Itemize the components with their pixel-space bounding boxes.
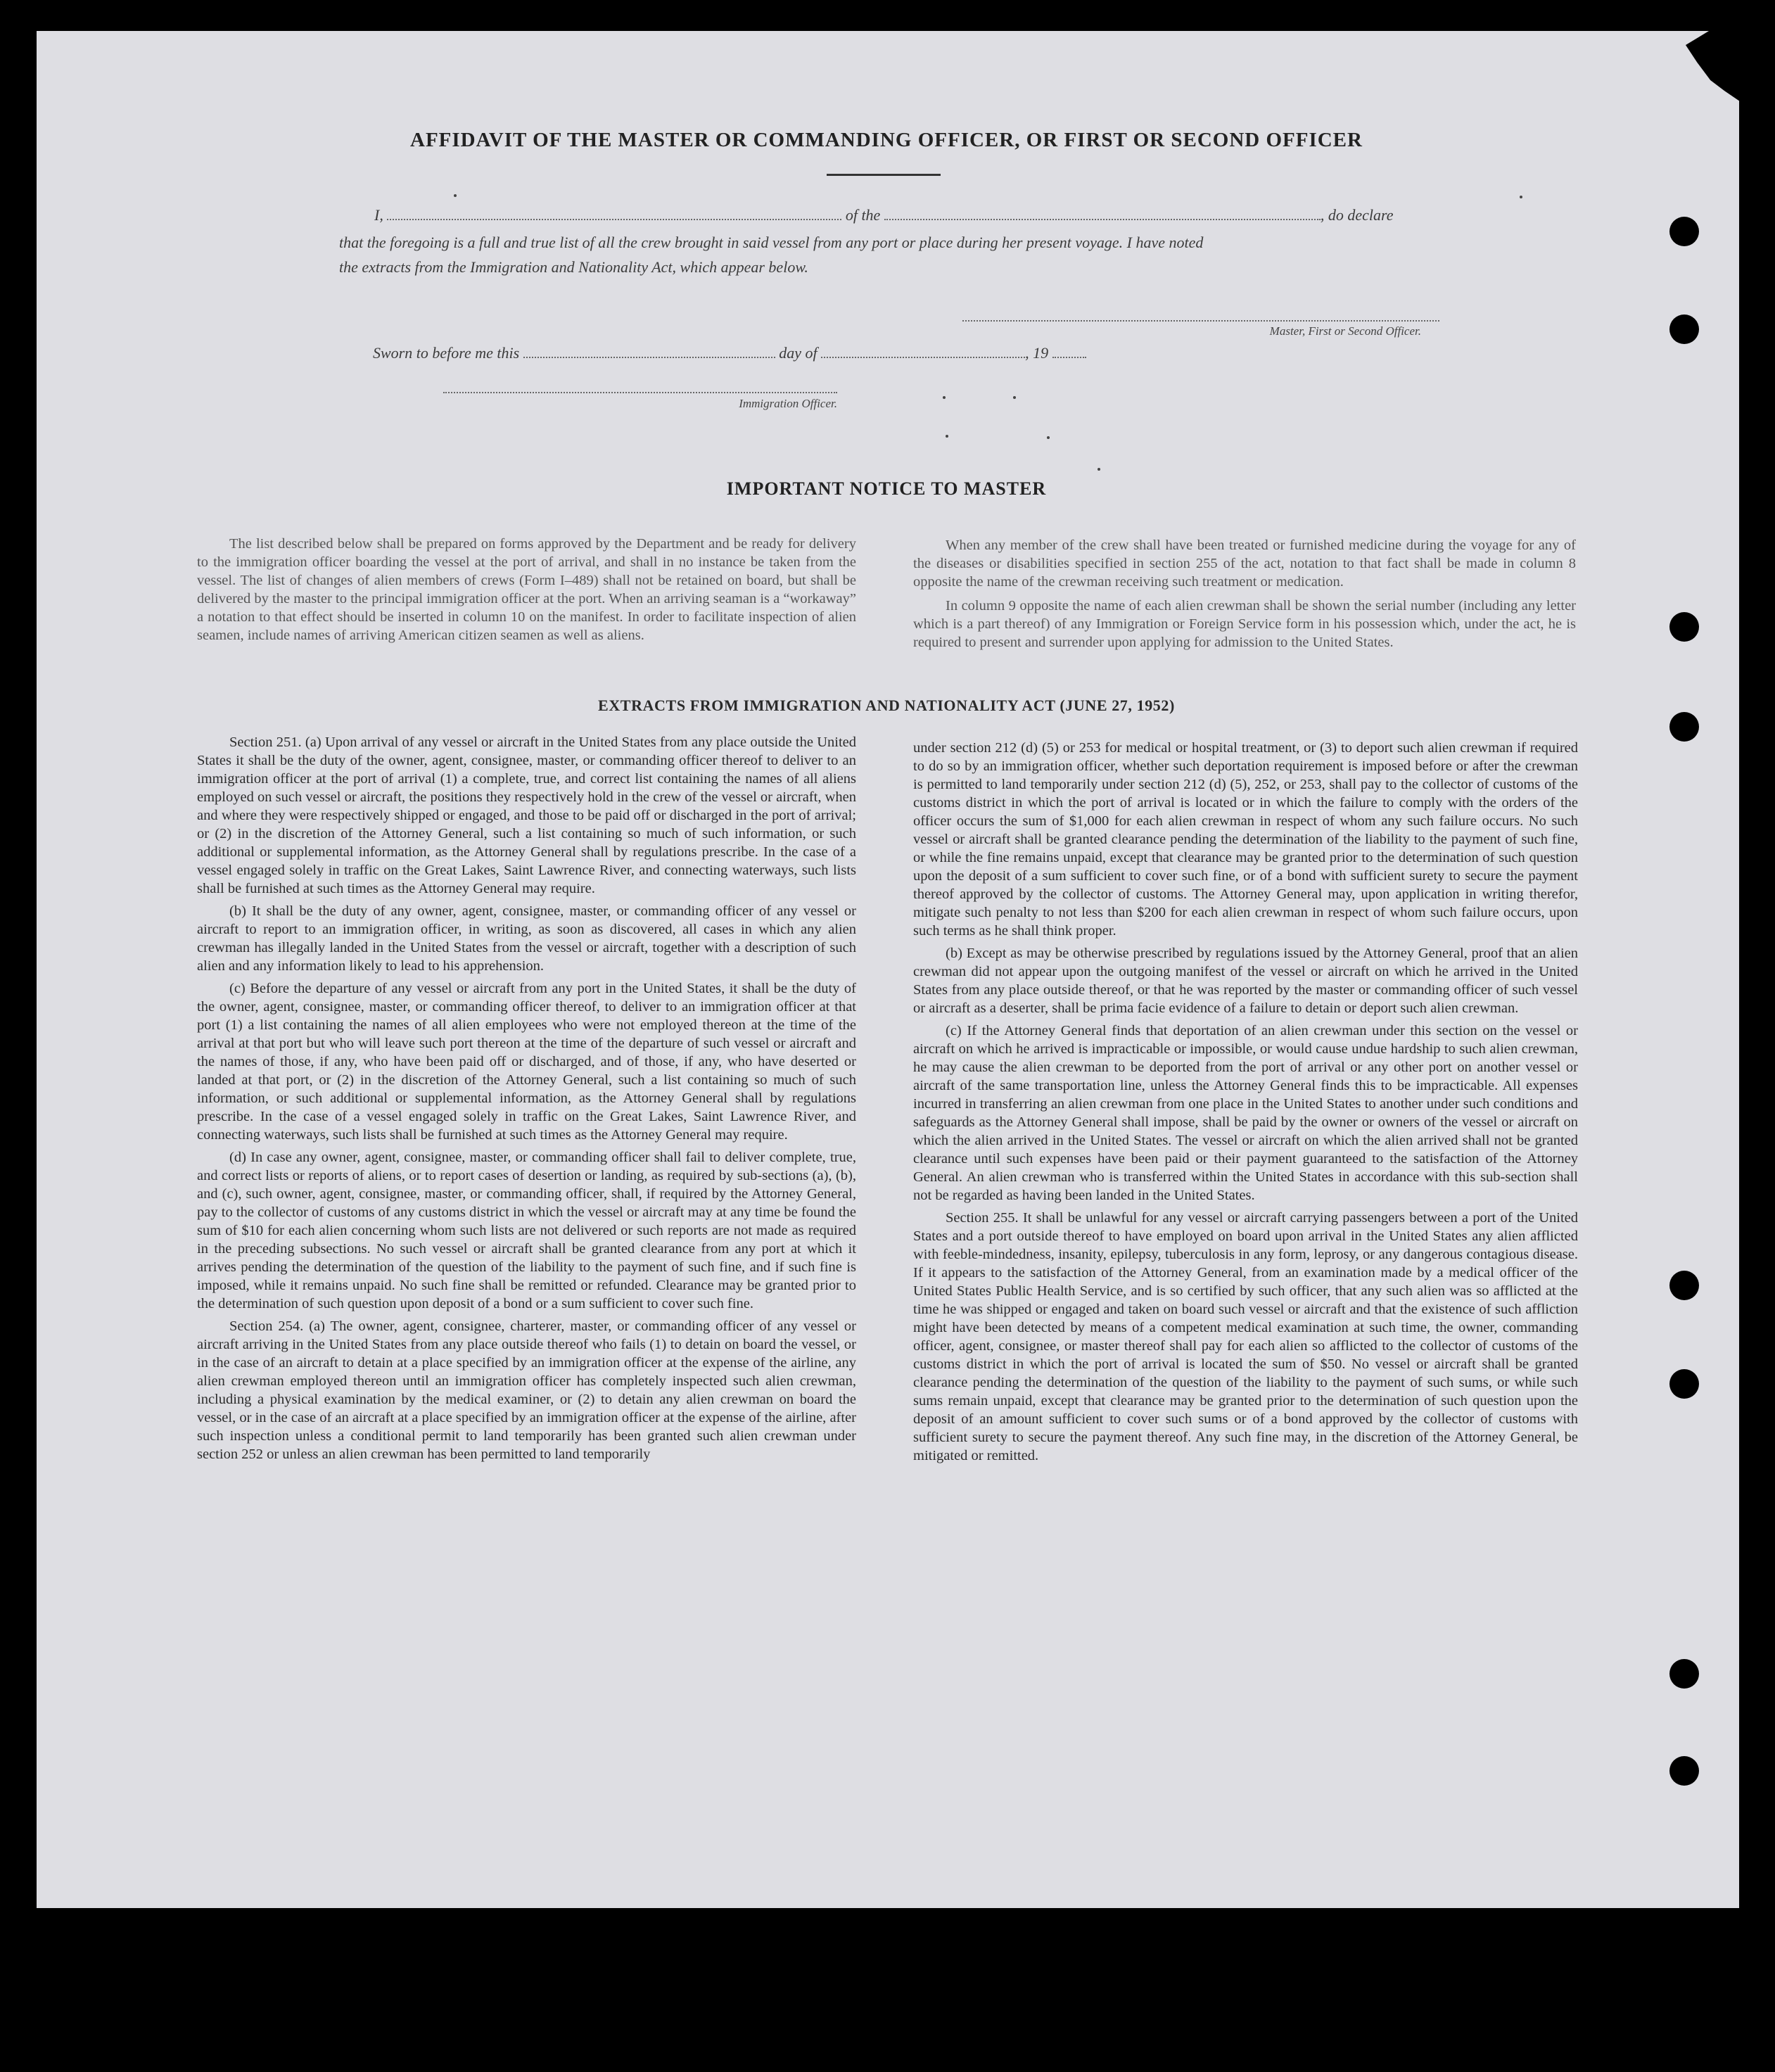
extracts-right-column	[913, 739, 1578, 1469]
section-254-c: (c) If the Attorney General finds that deportation of an alien crewman under this section on the vessel or aircraft on which he arrived is impracticable or impossible, or would cause undue hardship to such alien crewman, he may cause the alien crewman to be deported from the port of arrival or any other port on another vessel or aircraft of the same transportation line, unless the Attorney General finds this to be impracticable. All expenses incurred in transferring an alien crewman from one place in the United States to another under such conditions and safeguards as the Attorney General shall impose, shall be paid by the owner or owners of the vessel or aircraft on which the alien arrived in the United States. The vessel or aircraft on which the alien arrived shall not be granted clearance until such expenses have been paid or their payment guaranteed to the satisfaction of the Attorney General. An alien crewman who is transferred within the United States in accordance with this sub-section shall not be regarded as having been landed in the United States.	[913, 1023, 1578, 1203]
declarant-name-field[interactable]	[387, 219, 841, 220]
punch-hole	[1669, 712, 1699, 742]
punch-hole	[1669, 217, 1699, 246]
section-255: Section 255. It shall be unlawful for any vessel or aircraft carrying passengers between a port of the United States and a port outside thereof to have employed on board upon arrival in the United States any alien afflicted with feeble-mindedness, insanity, epilepsy, tuberculosis in any form, leprosy, or any dangerous contagious disease. If it appears to the satisfaction of the Attorney General, from an examination made by a medical officer of the United States Public Health Service, and is so certified by such officer, that any such alien was so afflicted at the time he was shipped or engaged and taken on board such vessel or aircraft and that the existence of such affliction might have been detected by means of a competent medical examination at such time, the owner, commanding officer, agent, consignee, or master thereof shall pay for each alien so afflicted to the collector of customs of the customs district in which the port of arrival is located the sum of $50. No vessel or aircraft shall be granted clearance pending the determination of the question of the liability to the payment of such sums, or while such sums remain unpaid, except that clearance may be granted prior to the determination of such question upon the deposit of an amount sufficient to cover such sums or of a bond approved by the collector of customs with sufficient surety to secure the payment thereof. Any such fine may, in the discretion of the Attorney General, be mitigated or remitted.	[913, 1210, 1578, 1463]
section-251-b: (b) It shall be the duty of any owner, agent, consignee, master, or commanding officer of any vessel or aircraft to report to an immigration officer, in writing, as soon as discovered, all cases in which any alien crewman has illegally landed in the United States from the vessel or aircraft, together with a description of such alien and any information likely to lead to his apprehension.	[197, 903, 856, 974]
punch-hole	[1669, 1271, 1699, 1300]
statement-line-1: that the foregoing is a full and true list of all the crew brought in said vessel from any port or place during her present voyage. I have noted	[339, 234, 1204, 251]
sworn-line	[373, 344, 1217, 362]
ink-speck	[1013, 396, 1016, 399]
declare-label: , do declare	[1320, 206, 1394, 224]
notice-right-paragraph-1: When any member of the crew shall have been treated or furnished medicine during the voyage for any of the diseases or disabilities specified in section 255 of the act, notation to that fact shall be made in column 8 opposite the name of the crewman receiving such treatment or medication.	[913, 538, 1576, 590]
section-251-a: Section 251. (a) Upon arrival of any vessel or aircraft in the United States from any place outside the United States it shall be the duty of the owner, agent, consignee, master, or commanding officer thereof to deliver to an immigration officer at the port of arrival (1) a complete, true, and correct list containing the names of all aliens employed on such vessel or aircraft, the positions they respectively hold in the crew of the vessel or aircraft, when and where they were respectively shipped or engaged, and those to be paid off or discharged in the port of arrival; or (2) in the discretion of the Attorney General, such a list containing so much of such information, or such additional or supplemental information, as the Attorney General shall by regulations prescribe. In the case of a vessel engaged solely in traffic on the Great Lakes, Saint Lawrence River, and connecting waterways, such lists shall be furnished at such times as the Attorney General may require.	[197, 735, 856, 896]
sworn-label: Sworn to before me this	[373, 344, 520, 362]
master-signature-line[interactable]	[962, 320, 1439, 322]
section-251-c: (c) Before the departure of any vessel or aircraft from any port in the United States, it shall be the duty of the owner, agent, consignee, master, or commanding officer thereof, to deliver to an immigration officer at that port (1) a list containing the names of all alien employees who were not employed thereon at the time of the arrival at that port but who will leave such port thereon at the time of the departure of such vessel or aircraft and the names of those, if any, who have been paid off or discharged, and of those, if any, who have deserted or landed at that port, or (2) in the discretion of the Attorney General, such a list containing so much of such information, or such additional or supplemental information, as the Attorney General shall by regulations prescribe. In the case of a vessel engaged solely in traffic on the Great Lakes, Saint Lawrence River, and connecting waterways, such lists shall be furnished at such times as the Attorney General may require.	[197, 981, 856, 1143]
title-rule	[827, 174, 941, 176]
notice-right-paragraph-2: In column 9 opposite the name of each alien crewman shall be shown the serial number (including any letter which is a part thereof) of any Immigration or Foreign Service form in his possession which, under the act, he is required to present and surrender upon applying for admission to the United States.	[913, 598, 1576, 650]
section-254-b: (b) Except as may be otherwise prescribed by regulations issued by the Attorney General, proof that an alien crewman did not appear upon the outgoing manifest of the vessel or aircraft on which he arrived in the United States from any place outside thereof, or that he was reported by the master or commanding officer of such vessel or aircraft as a deserter, shall be prima facie evidence of a failure to detain or deport such alien crewman.	[913, 946, 1578, 1016]
sworn-year-field[interactable]	[1052, 357, 1086, 358]
ink-speck	[1520, 196, 1522, 198]
notice-right-column	[913, 536, 1576, 656]
scan-border	[0, 1908, 1775, 2072]
extracts-left-column	[197, 733, 856, 1468]
ink-speck	[1047, 436, 1050, 439]
notice-left-paragraph: The list described below shall be prepared on forms approved by the Department and be ready for delivery to the immigration officer boarding the vessel at the port of arrival, and shall in no instance be taken from the vessel. The list of changes of alien members of crews (Form I–489) shall not be retained on board, but shall be delivered by the master to the principal immigration officer at the port. When an arriving seaman is a “workaway” a notation to that effect should be inserted in column 10 on the manifest. In order to facilitate inspection of alien seamen, include names of arriving American citizen seamen as well as aliens.	[197, 536, 856, 643]
declaration-line	[374, 206, 1437, 224]
section-254-a: Section 254. (a) The owner, agent, consignee, charterer, master, or commanding officer of any vessel or aircraft arriving in the United States from any place outside thereof who fails (1) to detain on board the vessel, or in the case of an aircraft to detain at a place specified by an immigration officer at the expense of the airline, any alien crewman employed thereon until an immigration officer has completely inspected such alien crewman, including a physical examination by the medical examiner, or (2) to detain any alien crewman on board the vessel, or in the case of an aircraft at a place specified by an immigration officer at the expense of the airline, after such inspection unless a conditional permit to land temporarily has been granted such alien crewman under section 252 or unless an alien crewman has been permitted to land temporarily	[197, 1318, 856, 1462]
extracts-title: EXTRACTS FROM IMMIGRATION AND NATIONALITY ACT (JUNE 27, 1952)	[598, 697, 1175, 714]
vessel-name-field[interactable]	[884, 219, 1321, 220]
ink-speck	[454, 194, 457, 197]
declarant-label: I,	[374, 206, 383, 224]
punch-hole	[1669, 1756, 1699, 1786]
punch-hole	[1669, 612, 1699, 642]
statement-line-2: the extracts from the Immigration and Nationality Act, which appear below.	[339, 258, 808, 276]
officer-caption: Immigration Officer.	[739, 397, 837, 410]
section-254-a-continued: under section 212 (d) (5) or 253 for medical or hospital treatment, or (3) to deport such alien crewman if required to do so by an immigration officer, whether such deportation requirement is imposed before or after the crewman is permitted to land temporarily under section 212 (d) (5), 252, or 253, shall pay to the collector of customs of the customs district in which the port of arrival is located or in which the failure to comply with the orders of the officer occurs the sum of $1,000 for each alien crewman in respect of whom any such failure occurs. No such vessel or aircraft shall be granted clearance pending the determination of the liability to the payment of such fine, or while the fine remains unpaid, except that clearance may be granted prior to the determination of such question upon the deposit of a sum sufficient to cover such fine, or of a bond with sufficient surety to secure the payment thereof approved by the collector of customs. The Attorney General may, upon application in writing therefor, mitigate such penalty to not less than $200 for each alien crewman in respect of whom such failure occurs, upon such terms as he shall think proper.	[913, 740, 1578, 939]
sworn-day-field[interactable]	[523, 357, 775, 358]
year-label: , 19	[1025, 344, 1049, 362]
day-of-label: day of	[779, 344, 817, 362]
punch-hole	[1669, 314, 1699, 344]
sworn-month-field[interactable]	[821, 357, 1025, 358]
punch-hole	[1669, 1369, 1699, 1399]
officer-signature-line[interactable]	[443, 392, 837, 393]
master-caption: Master, First or Second Officer.	[1269, 324, 1421, 338]
of-the-label: of the	[845, 206, 881, 224]
section-251-d: (d) In case any owner, agent, consignee, master, or commanding officer shall fail to deliver complete, true, and correct lists or reports of aliens, or to report cases of desertion or landing, as required by sub-sections (a), (b), and (c), such owner, agent, consignee, master, or commanding officer, shall, if required by the Attorney General, pay to the collector of customs of any customs district in which the vessel or aircraft may at any time be found the sum of $10 for each alien concerning whom such lists are not delivered or such reports are not made as required in the preceding subsections. No such vessel or aircraft shall be granted clearance from any port at which it arrives pending the determination of the question of the liability to the payment of such fine, and if such fine is imposed, while it remains unpaid. No such fine shall be remitted or refunded. Clearance may be granted prior to the determination of such question upon deposit of a bond or a sum sufficient to cover such fine.	[197, 1150, 856, 1311]
notice-title: IMPORTANT NOTICE TO MASTER	[726, 478, 1047, 499]
punch-hole	[1669, 1659, 1699, 1689]
ink-speck	[946, 435, 948, 438]
ink-speck	[943, 396, 946, 399]
ink-speck	[1098, 468, 1100, 471]
affidavit-title: AFFIDAVIT OF THE MASTER OR COMMANDING OFFICER, OR FIRST OR SECOND OFFICER	[410, 129, 1363, 151]
notice-left-column	[197, 535, 856, 649]
